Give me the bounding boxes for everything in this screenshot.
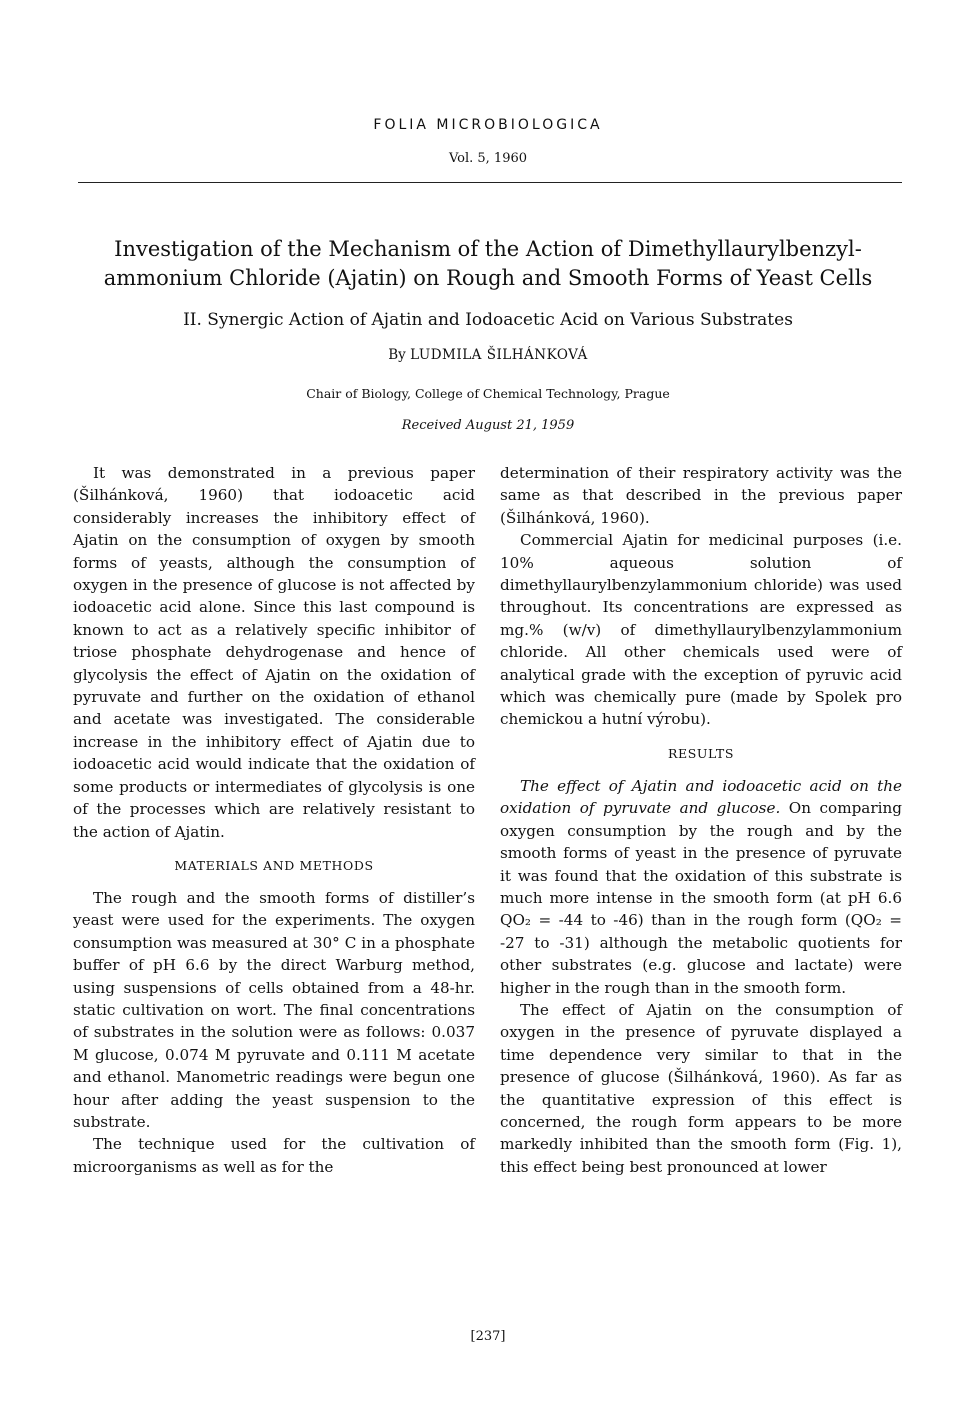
left-column	[73, 462, 475, 1178]
article-title	[40, 235, 936, 293]
results-text-1: On comparing oxygen consumption by the rough and by the smooth forms of yeast in the presence of pyruvate it was found that the oxidation of this substrate is much more intense in the smooth form (at pH 6.6 QO₂ = -44 to -46) than in the rough form (QO₂ = -27 to -31) although the metabolic quotients for other substrates (e.g. glucose and lactate) were higher in the rough than in the smooth form.	[500, 799, 902, 997]
byline	[0, 345, 976, 365]
methods-continuation: determination of their respiratory activity was the same as that described in the previous paper (Šilhánková, 1960).	[500, 464, 902, 527]
page-number: [237]	[470, 1329, 506, 1344]
right-column	[500, 462, 902, 1178]
header-rule	[78, 182, 902, 183]
byline-prefix: By	[388, 347, 406, 363]
title-line-1: Investigation of the Mechanism of the Action of Dimethyllaurylbenzyl-	[114, 237, 862, 261]
volume-info: Vol. 5, 1960	[448, 151, 528, 166]
materials-paragraph: Commercial Ajatin for medicinal purposes (i.e. 10% aqueous solution of dimethyllaurylbenzylammonium chloride) was used throughout. Its concentrations are expressed as mg.% (w/v) of dimethyllaurylbenzylammonium chloride. All other chemicals used were of analytical grade with the exception of pyruvic acid which was chemically pure (made by Spolek pro chemickou a hutní výrobu).	[500, 531, 902, 729]
affiliation: Chair of Biology, College of Chemical Technology, Prague	[306, 386, 670, 401]
title-line-2: ammonium Chloride (Ajatin) on Rough and Smooth Forms of Yeast Cells	[103, 266, 873, 290]
methods-heading: MATERIALS AND METHODS	[174, 857, 374, 873]
results-heading: RESULTS	[667, 745, 735, 761]
results-paragraph-2: The effect of Ajatin on the consumption of oxygen in the presence of pyruvate displayed a time dependence very similar to that in the presence of glucose (Šilhánková, 1960). As far as the quantitative expression of this effect is concerned, the rough form appears to be more markedly inhibited than the smooth form (Fig. 1), this effect being best pronounced at lower	[500, 1000, 902, 1176]
author-name: LUDMILA ŠILHÁNKOVÁ	[410, 347, 588, 363]
journal-name: FOLIA MICROBIOLOGICA	[373, 117, 603, 133]
methods-paragraph-2: The technique used for the cultivation of microorganisms as well as for the	[73, 1135, 475, 1176]
received-date: Received August 21, 1959	[401, 418, 575, 433]
article-subtitle: II. Synergic Action of Ajatin and Iodoacetic Acid on Various Substrates	[183, 310, 793, 330]
intro-paragraph: It was demonstrated in a previous paper (Šilhánková, 1960) that iodoacetic acid considerably increases the inhibitory effect of Ajatin on the consumption of oxygen by smooth forms of yeasts, although the consumption of oxygen in the presence of glucose is not affected by iodoacetic acid alone. Since this last compound is known to act as a relatively specific inhibitor of triose phosphate dehydrogenase and hence of glycolysis the effect of Ajatin on the oxidation of pyruvate and further on the oxidation of ethanol and acetate was investigated. The considerable increase in the inhibitory effect of Ajatin due to iodoacetic acid would indicate that the oxidation of some products or intermediates of glycolysis is one of the processes which are relatively resistant to the action of Ajatin.	[73, 464, 475, 841]
results-subheading: The effect of Ajatin and iodoacetic acid on the oxidation of pyruvate and glucose.	[500, 776, 902, 818]
methods-paragraph-1: The rough and the smooth forms of distiller’s yeast were used for the experiments. The oxygen consumption was measured at 30° C in a phosphate buffer of pH 6.6 by the direct Warburg method, using suspensions of cells obtained from a 48-hr. static cultivation on wort. The final concentrations of substrates in the solution were as follows: 0.037 M glucose, 0.074 M pyruvate and 0.111 M acetate and ethanol. Manometric readings were begun one hour after adding the yeast suspension to the substrate.	[73, 888, 475, 1131]
results-paragraph-1	[500, 775, 902, 999]
